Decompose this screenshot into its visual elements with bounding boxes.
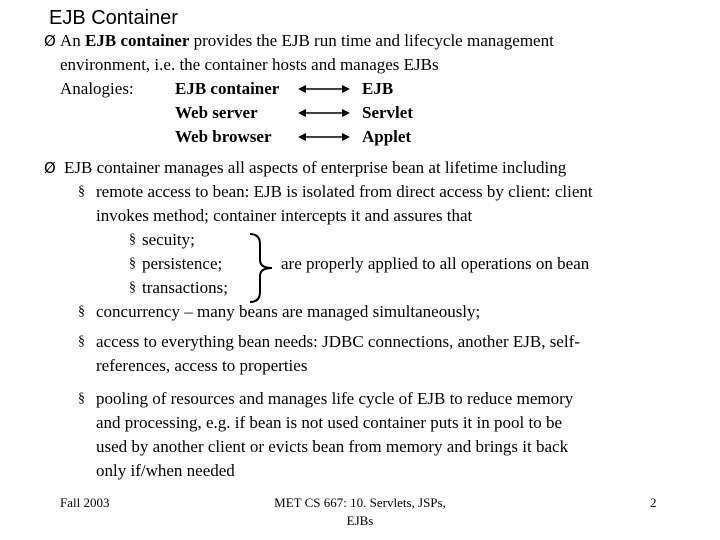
sub-transactions: transactions; <box>142 278 228 297</box>
right-brace-icon <box>246 232 276 304</box>
double-arrow-icon <box>298 131 350 143</box>
manages-line: EJB container manages all aspects of enterprise bean at lifetime including <box>64 158 567 177</box>
analogy-left-3: Web browser <box>175 127 272 146</box>
intro-line-1 <box>60 29 554 53</box>
square-bullet-icon: § <box>78 334 85 349</box>
footer-course-line-1: MET CS 667: 10. Servlets, JSPs, <box>274 495 446 510</box>
intro-line-2: environment, i.e. the container hosts and manages EJBs <box>60 55 439 74</box>
sub-security: secuity; <box>142 230 195 249</box>
analogy-right-1: EJB <box>362 79 394 98</box>
footer-page-number: 2 <box>650 495 657 510</box>
analogies-label: Analogies: <box>60 79 134 98</box>
analogy-right-2: Servlet <box>362 103 413 122</box>
square-bullet-icon: § <box>78 304 85 319</box>
slide-title: EJB Container <box>49 7 178 29</box>
analogy-left-1: EJB container <box>175 79 280 98</box>
footer-course <box>240 494 480 530</box>
pooling-line-3: used by another client or evicts bean from memory and brings it back <box>96 437 569 456</box>
intro-pre: An <box>60 31 86 50</box>
concurrency-line: concurrency – many beans are managed simultaneously; <box>96 302 481 321</box>
pooling-line-1: pooling of resources and manages life cycle of EJB to reduce memory <box>96 389 574 408</box>
access-line-2: references, access to properties <box>96 356 308 375</box>
square-bullet-icon: § <box>129 232 136 247</box>
remote-access-line-2: invokes method; container intercepts it and assures that <box>96 206 473 225</box>
square-bullet-icon: § <box>129 256 136 271</box>
double-arrow-icon <box>298 83 350 95</box>
square-bullet-icon: § <box>78 391 85 406</box>
sub-persistence: persistence; <box>142 254 223 273</box>
analogy-right-3: Applet <box>362 127 412 146</box>
pooling-line-2: and processing, e.g. if bean is not used container puts it in pool to be <box>96 413 562 432</box>
double-arrow-icon <box>298 107 350 119</box>
remote-access-line-1: remote access to bean: EJB is isolated from direct access by client: client <box>96 182 593 201</box>
arrow-bullet-icon: Ø <box>44 159 56 177</box>
intro-bold: EJB container <box>85 31 190 50</box>
analogy-left-2: Web server <box>175 103 258 122</box>
access-line-1: access to everything bean needs: JDBC connections, another EJB, self- <box>96 332 580 351</box>
arrow-bullet-icon: Ø <box>44 32 56 50</box>
square-bullet-icon: § <box>129 280 136 295</box>
square-bullet-icon: § <box>78 184 85 199</box>
footer-date: Fall 2003 <box>60 495 110 510</box>
pooling-line-4: only if/when needed <box>96 461 235 480</box>
intro-post: provides the EJB run time and lifecycle management <box>189 31 554 50</box>
footer-course-line-2: EJBs <box>346 513 374 528</box>
brace-annotation: are properly applied to all operations on bean <box>281 254 590 273</box>
